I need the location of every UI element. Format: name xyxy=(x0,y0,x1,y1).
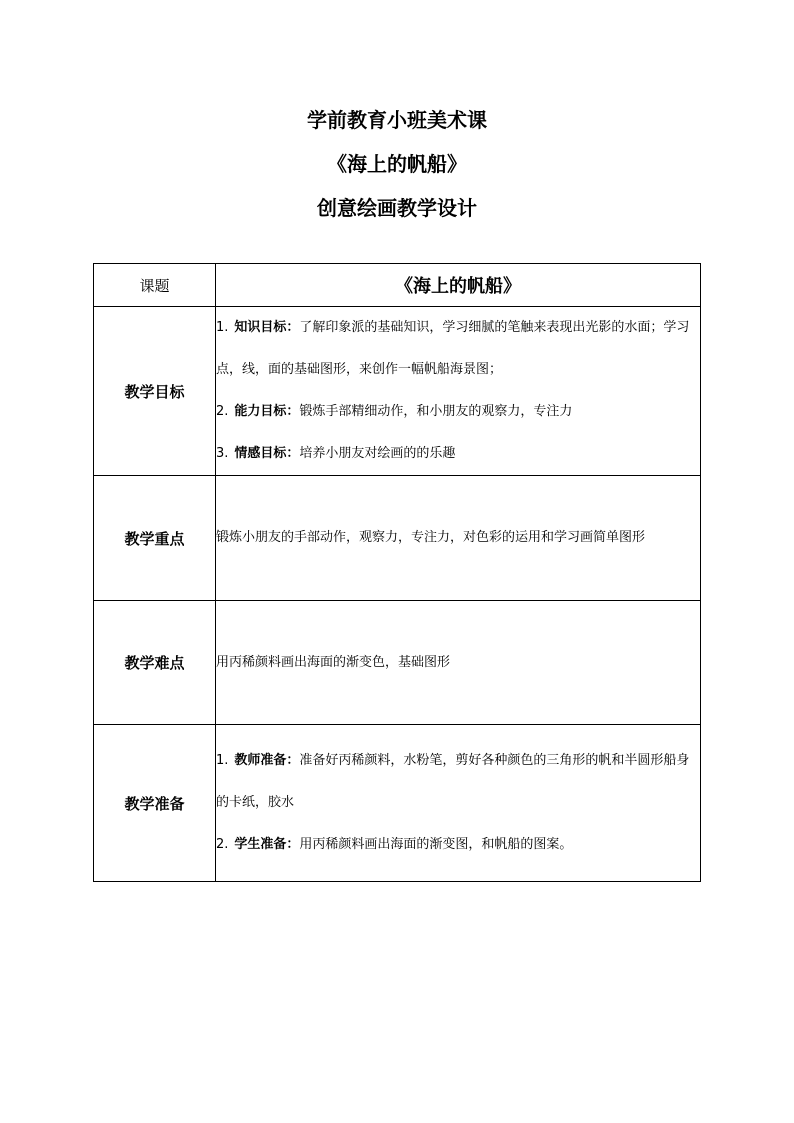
title-lesson-name: 《海上的帆船》 xyxy=(327,152,467,176)
row-key-points xyxy=(94,476,701,601)
difficulties-content: 用丙稀颜料画出海面的渐变色，基础图形 xyxy=(216,601,701,725)
preparation-label: 教学准备 xyxy=(94,725,216,882)
goal-item-ability: 2. 能力目标：锻炼手部精细动作，和小朋友的观察力，专注力 xyxy=(216,404,573,419)
title-design: 创意绘画教学设计 xyxy=(317,196,477,220)
topic-label: 课题 xyxy=(94,264,216,307)
row-goals xyxy=(94,307,701,476)
key-points-content: 锻炼小朋友的手部动作，观察力，专注力，对色彩的运用和学习画简单图形 xyxy=(216,476,701,601)
difficulties-label: 教学难点 xyxy=(94,601,216,725)
row-topic xyxy=(94,264,701,307)
preparation-content xyxy=(216,725,701,882)
prep-item-teacher: 1. 教师准备：准备好丙稀颜料，水粉笔，剪好各种颜色的三角形的帆和半圆形船身的卡纸，胶水 xyxy=(216,753,690,810)
goal-item-knowledge: 1. 知识目标：了解印象派的基础知识，学习细腻的笔触来表现出光影的水面；学习点，线，面的基础图形，来创作一幅帆船海景图； xyxy=(216,320,690,377)
row-difficulties xyxy=(94,601,701,725)
topic-value: 《海上的帆船》 xyxy=(216,264,701,307)
goal-item-emotion: 3. 情感目标：培养小朋友对绘画的的乐趣 xyxy=(216,446,456,461)
row-preparation xyxy=(94,725,701,882)
document-title xyxy=(0,104,794,236)
prep-item-student: 2. 学生准备：用丙稀颜料画出海面的渐变图，和帆船的图案。 xyxy=(216,837,573,852)
key-points-label: 教学重点 xyxy=(94,476,216,601)
lesson-plan-table xyxy=(93,263,701,882)
title-course: 学前教育小班美术课 xyxy=(307,108,487,132)
goals-content xyxy=(216,307,701,476)
goals-label: 教学目标 xyxy=(94,307,216,476)
